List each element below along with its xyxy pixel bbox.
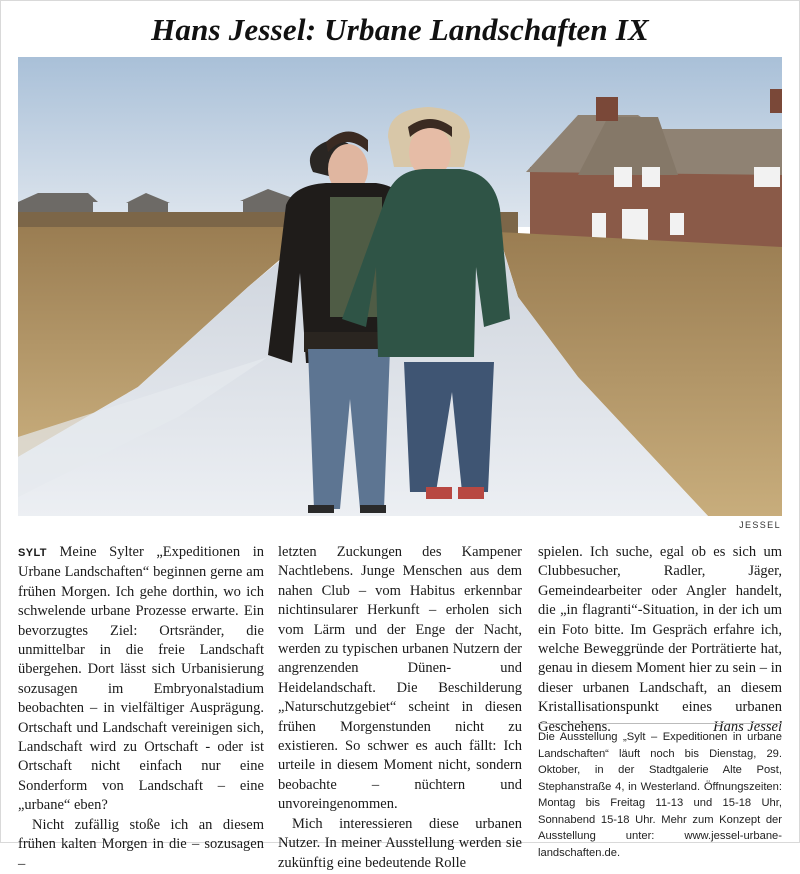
article-photo: [18, 57, 782, 516]
article-column-1: [18, 543, 264, 874]
paragraph-text: spielen. Ich suche, egal ob es sich um Clubbesucher, Radler, Jäger, Gemeindearbeiter oder Angler handelt, die „in flagranti“-Situation, in der ich um ein Foto bitte. Im Gespräch erfahre ich, welche Beweggründe der Porträtierte hat, genau in diesem Moment hier zu sein – in dieser urbanen Landschaft, an diesem Kristallisationspunkt eines urbanen Geschehens.: [538, 544, 782, 735]
paragraph: letzten Zuckungen des Kampener Nachtlebens. Junge Menschen aus dem nahen Club – vom Habitus erkennbar nichtinsularer Herkunft – erholen sich vom Lärm und der Enge der Nacht, werden zu typischen urbanen Nutzern der angrenzenden Dünen- und Heidelandschaft. Die Beschilderung „Naturschutzgebiet“ scheint in diesen frühen Morgenstunden nicht zu existieren. So schwer es auch fällt: Ich urteile in diesem Moment nicht, sondern beobachte – nüchtern und unvoreingenommen.: [278, 544, 522, 813]
paragraph-intro: [18, 543, 264, 816]
paragraph: [538, 543, 782, 737]
paragraph: Mich interessieren diese urbanen Nutzer. In meiner Ausstellung werden sie zukünftig eine bedeutende Rolle: [278, 815, 522, 871]
info-divider: [538, 723, 782, 724]
author-signature: Hans Jessel: [713, 718, 782, 735]
article-headline: Hans Jessel: Urbane Landschaften IX: [151, 12, 649, 47]
article-column-2: [278, 543, 522, 873]
photo-credit: JESSEL: [739, 520, 781, 530]
exhibition-info: Die Ausstellung „Sylt – Expeditionen in urbane Landschaften“ läuft noch bis Dienstag, 29. Oktober, in der Stadtgalerie Alte Post, Stephanstraße 4, in Westerland. Öffnungszeiten: Montag bis Freitag 11-13 und 15-18 Uhr, Sonnabend 15-18 Uhr. Mehr zum Konzept der Ausstellung unter: www.jessel-urbane-landschaften.de.: [538, 731, 782, 859]
paragraph-text: Meine Sylter „Expeditionen in Urbane Landschaften“ beginnen gerne am frühen Morgen. Ich gehe dorthin, wo ich schwelende urbane Prozesse erwarte. Ein bevorzugtes Ziel: Ortsränder, die unmittelbar in die freie Landschaft übergehen. Dort lässt sich Urbanisierung sozusagen im Embryonalstadium beobachten – in vielfältiger Ausprägung. Ortschaft und Landschaft vereinigen sich, Landschaft wird zu Ortschaft - oder ist Ortschaft nicht einfach nur eine Sonderform von Landschaft – eine „urbane“ eben?: [18, 544, 264, 814]
dateline: SYLT: [18, 547, 47, 559]
paragraph: Nicht zufällig stoße ich an diesem frühen kalten Morgen in die – sozusagen –: [18, 816, 264, 872]
article-column-3: [538, 543, 782, 737]
